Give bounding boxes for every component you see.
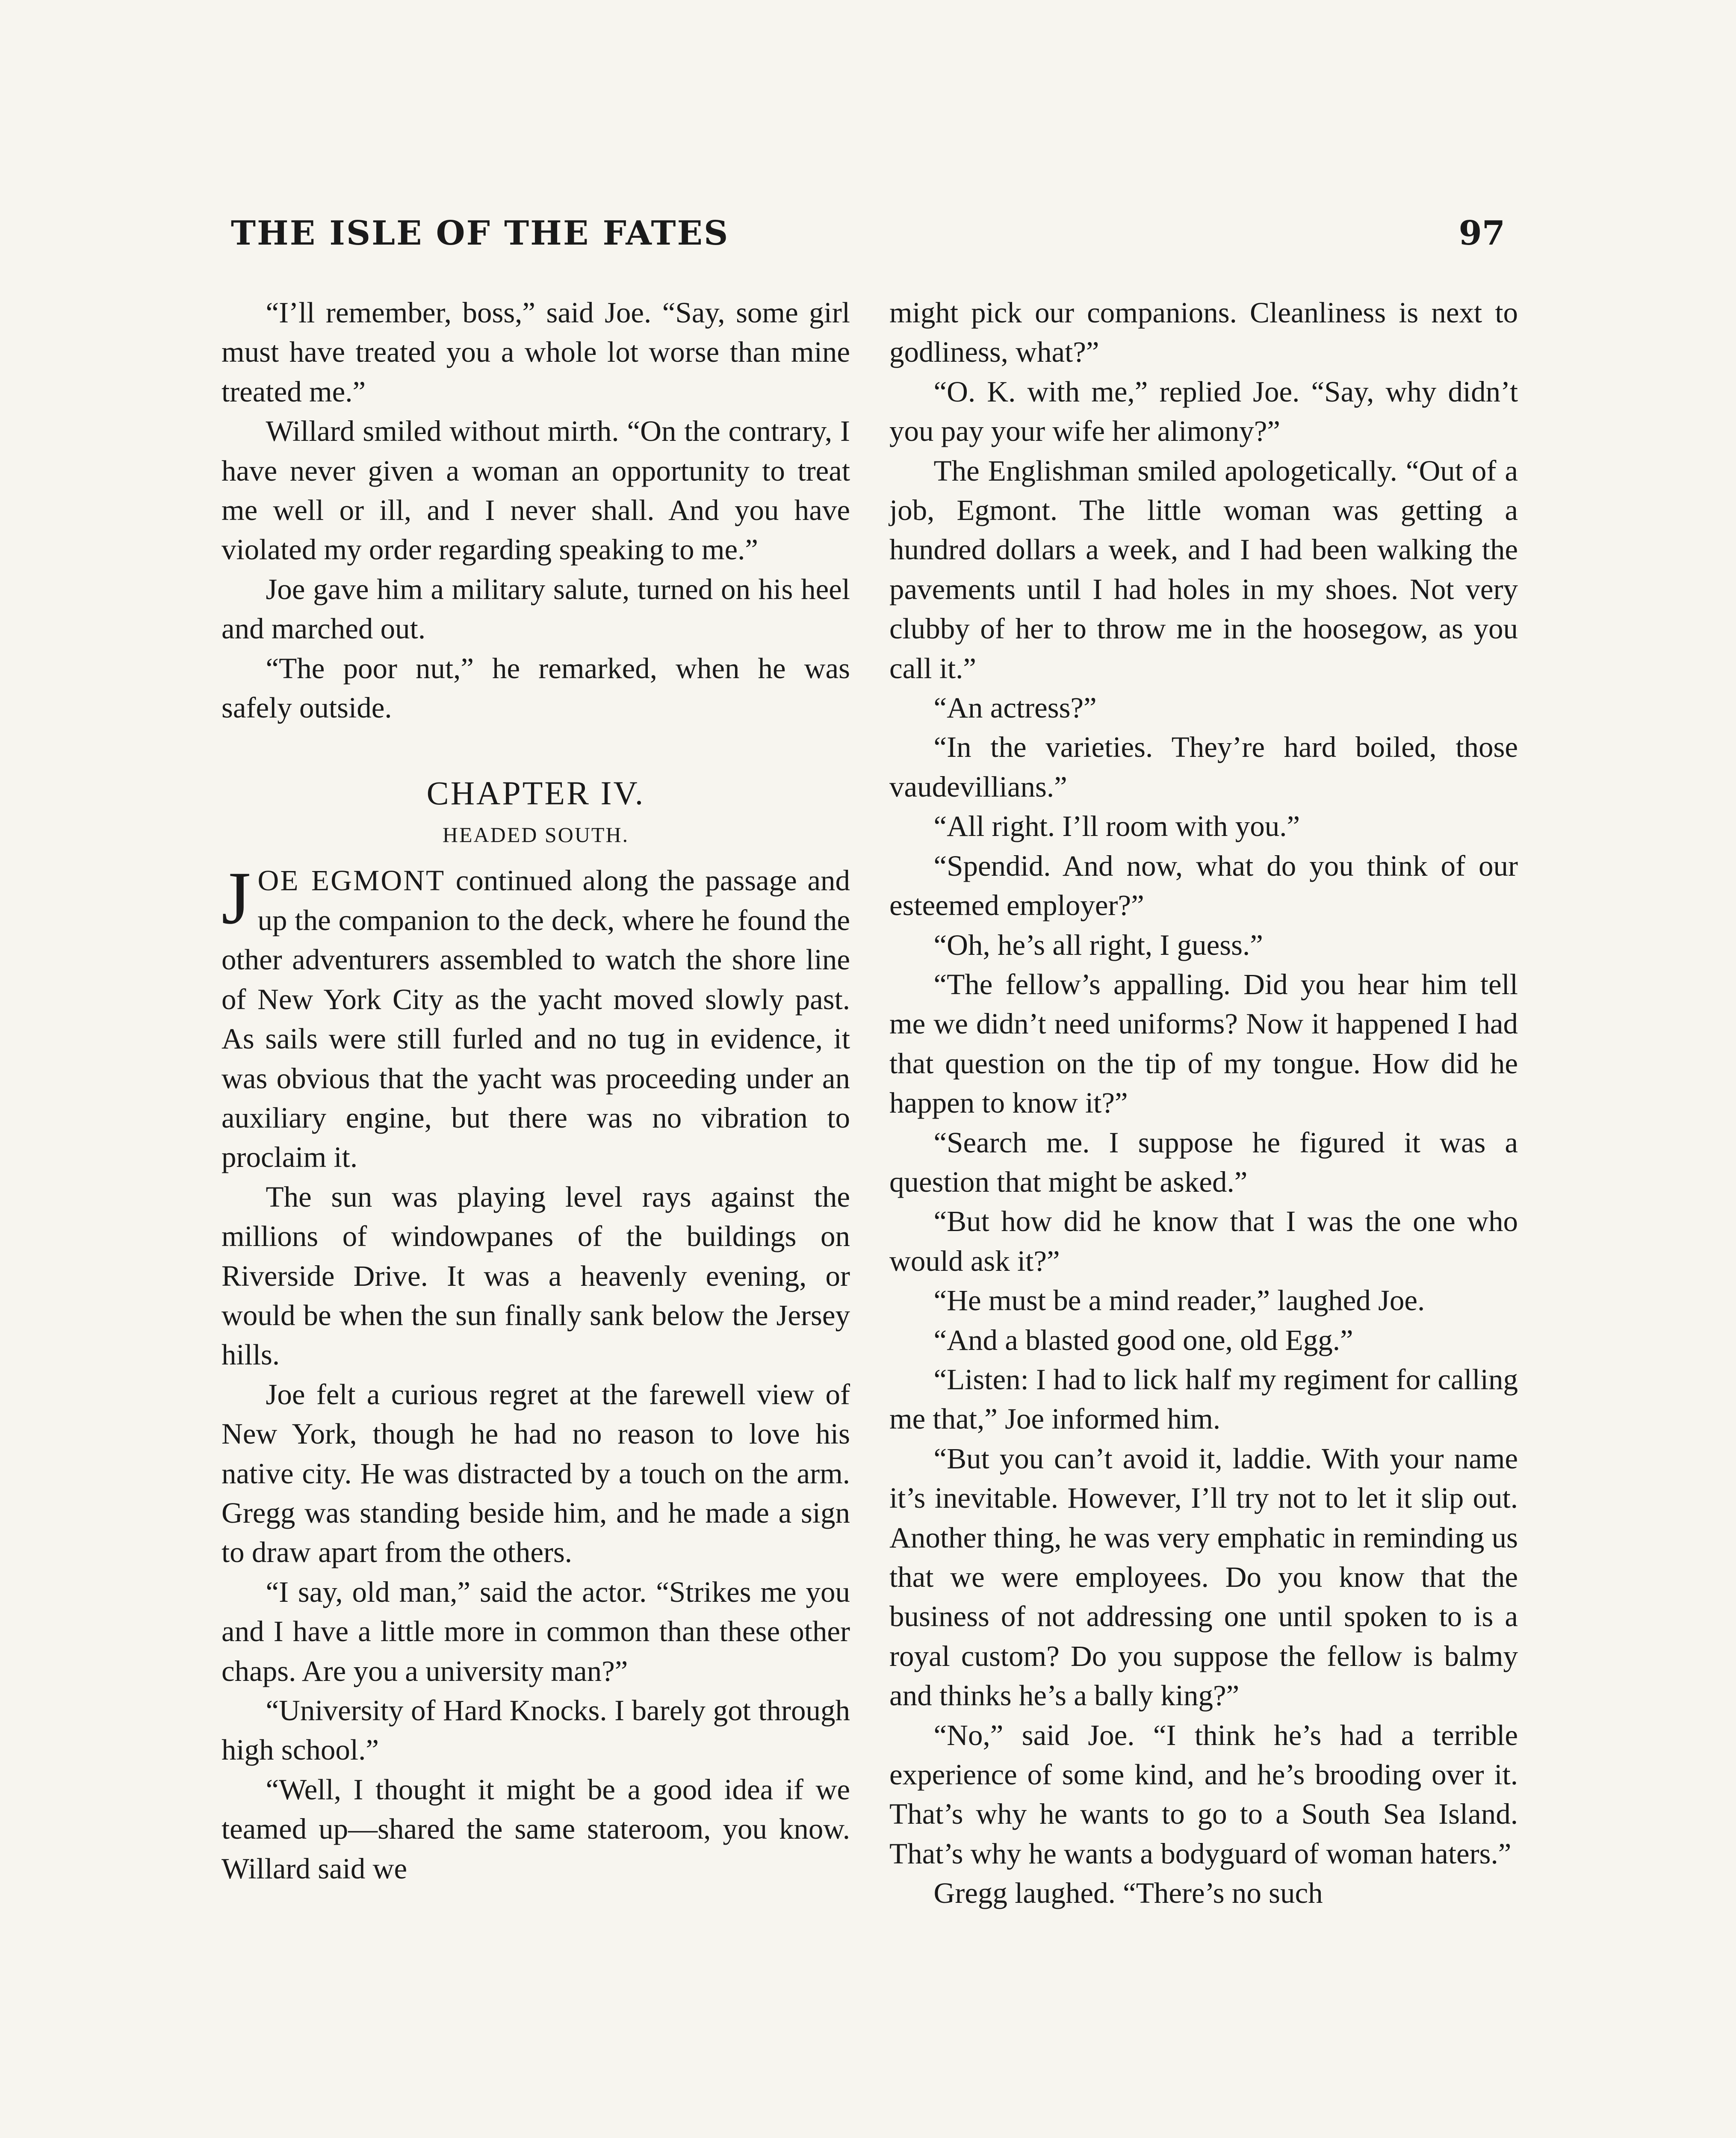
paragraph: “Search me. I suppose he figured it was a question that might be asked.” (889, 1126, 1518, 1198)
right-column (889, 293, 1518, 1913)
paragraph: “The poor nut,” he remarked, when he was safely outside. (221, 652, 850, 724)
paragraph: Gregg laughed. “There’s no such (933, 1877, 1323, 1910)
paragraph: The sun was playing level rays against the millions of windowpanes of the buildings on Riverside Drive. It was a heavenly evening, or would be when the sun finally sank below the Jersey hills. (221, 1180, 850, 1371)
paragraph: “He must be a mind reader,” laughed Joe. (933, 1284, 1425, 1317)
running-title: THE ISLE OF THE FATES (231, 214, 729, 253)
paragraph: Willard smiled without mirth. “On the contrary, I have never given a woman an opportunity to treat me well or ill, and I never shall. And you have violated my order regarding speaking to me.” (221, 415, 850, 566)
paragraph: Joe gave him a military salute, turned on his heel and marched out. (221, 573, 850, 645)
chapter-subheading: HEADED SOUTH. (442, 823, 629, 847)
paragraph-text: continued along the passage and up the companion to the deck, where he found the other adventurers assembled to watch the shore line of New York City as the yacht moved slowly past. As sails were still furled and no tug in evidence, it was obvious that the yacht was proceeding under an auxiliary engine, but there was no vibration to proclaim it. (221, 864, 850, 1174)
paragraph: “In the varieties. They’re hard boiled, those vaudevillians.” (889, 731, 1518, 803)
paragraph: “But how did he know that I was the one who would ask it?” (889, 1205, 1518, 1277)
paragraph: “Spendid. And now, what do you think of our esteemed employer?” (889, 849, 1518, 922)
left-column (221, 293, 850, 1888)
paragraph: “Well, I thought it might be a good idea if we teamed up—shared the same stateroom, you know. Willard said we (221, 1773, 850, 1885)
paragraph: “An actress?” (933, 691, 1097, 724)
chapter-heading: CHAPTER IV. (426, 774, 645, 812)
paragraph: “I say, old man,” said the actor. “Strikes me you and I have a little more in common than these other chaps. Are you a university man?” (221, 1575, 850, 1687)
paragraph: “I’ll remember, boss,” said Joe. “Say, some girl must have treated you a whole lot worse than mine treated me.” (221, 296, 850, 408)
paragraph: “Oh, he’s all right, I guess.” (933, 928, 1263, 961)
paragraph: “No,” said Joe. “I think he’s had a terrible experience of some kind, and he’s brooding over it. That’s why he wants to go to a South Sea Island. That’s why he wants a bodyguard of woman haters.” (889, 1719, 1518, 1870)
paragraph: “O. K. with me,” replied Joe. “Say, why didn’t you pay your wife her alimony?” (889, 375, 1518, 448)
paragraph: “University of Hard Knocks. I barely got through high school.” (221, 1694, 850, 1766)
opening-words: OE EGMONT (257, 864, 446, 897)
paragraph: “Listen: I had to lick half my regiment for calling me that,” Joe informed him. (889, 1363, 1518, 1435)
page-header (231, 214, 1505, 265)
chapter-opening-paragraph (221, 856, 850, 1177)
drop-cap: J (221, 856, 251, 940)
paragraph: “All right. I’ll room with you.” (933, 810, 1300, 843)
page-number: 97 (1458, 214, 1505, 253)
paragraph: The Englishman smiled apologetically. “Out of a job, Egmont. The little woman was getting a hundred dollars a week, and I had been walking the pavements until I had holes in my shoes. Not very clubby of her to throw me in the hoosegow, as you call it.” (889, 454, 1518, 685)
paragraph: “But you can’t avoid it, laddie. With your name it’s inevitable. However, I’ll try not to let it slip out. Another thing, he was very emphatic in reminding us that we were employees. Do you know that the business of not addressing one until spoken to is a royal custom? Do you suppose the fellow is balmy and thinks he’s a bally king?” (889, 1442, 1518, 1712)
paragraph: might pick our companions. Cleanliness is next to godliness, what?” (889, 296, 1518, 369)
paragraph: “The fellow’s appalling. Did you hear him tell me we didn’t need uniforms? Now it happened I had that question on the tip of my tongue. How did he happen to know it?” (889, 968, 1518, 1119)
paragraph: “And a blasted good one, old Egg.” (933, 1323, 1353, 1356)
paragraph: Joe felt a curious regret at the farewell view of New York, though he had no reason to love his native city. He was distracted by a touch on the arm. Gregg was standing beside him, and he made a sign to draw apart from the others. (221, 1378, 850, 1569)
